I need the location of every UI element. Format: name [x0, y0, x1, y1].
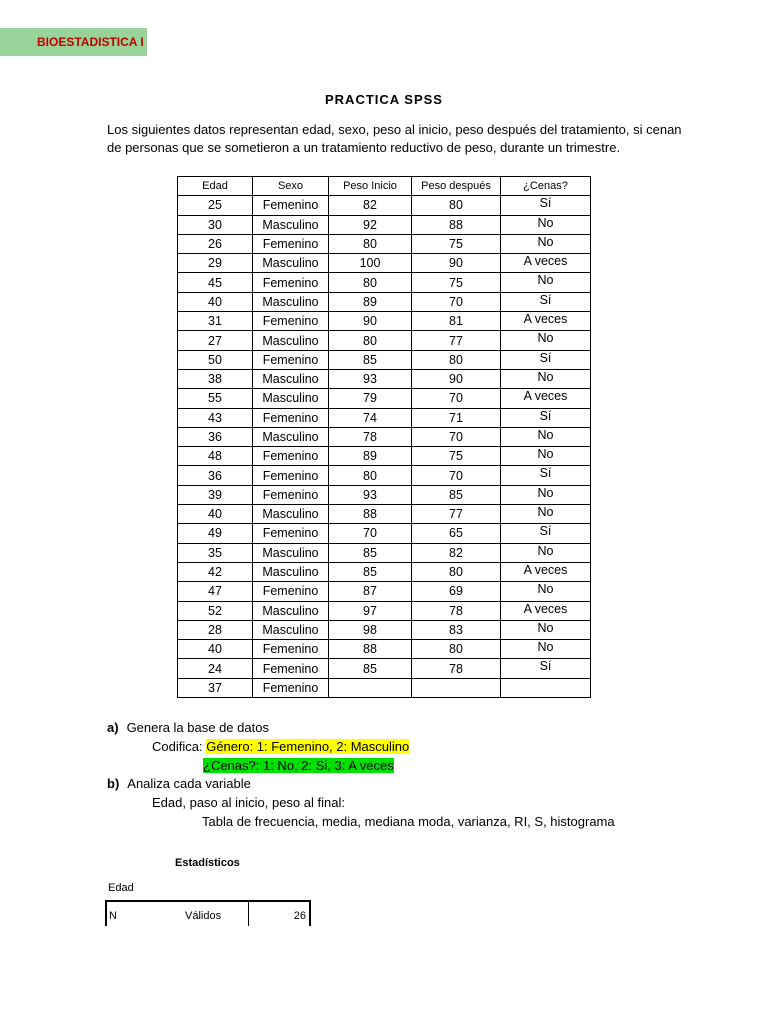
- cell-peso-inicio: 89: [329, 447, 412, 466]
- cell-cenas: No: [501, 447, 591, 466]
- cell-peso-inicio: 78: [329, 427, 412, 446]
- cell-peso-inicio: 82: [329, 196, 412, 215]
- table-row: [178, 582, 591, 601]
- stats-table: [105, 900, 311, 926]
- cell-sexo: Masculino: [253, 543, 329, 562]
- table-row: [178, 601, 591, 620]
- table-row: [178, 659, 591, 678]
- cell-cenas: No: [501, 582, 591, 601]
- table-row: [178, 196, 591, 215]
- cell-sexo: Masculino: [253, 292, 329, 311]
- cell-peso-despues: 71: [412, 408, 501, 427]
- table-row: [178, 350, 591, 369]
- table-row: [178, 273, 591, 292]
- stats-variable: Edad: [108, 882, 134, 894]
- table-row: [178, 331, 591, 350]
- header-sexo: Sexo: [253, 177, 329, 196]
- cell-sexo: Masculino: [253, 331, 329, 350]
- cell-edad: 55: [178, 389, 253, 408]
- cell-cenas: No: [501, 620, 591, 639]
- stats-row-sublabel: Válidos: [185, 910, 222, 922]
- cell-edad: 26: [178, 234, 253, 253]
- cell-peso-despues: 80: [412, 196, 501, 215]
- cell-cenas: Sí: [501, 196, 591, 215]
- cell-peso-inicio: 80: [329, 466, 412, 485]
- table-row: [178, 466, 591, 485]
- table-row: [178, 234, 591, 253]
- question-b-text: Analiza cada variable: [127, 776, 251, 791]
- table-row: [178, 524, 591, 543]
- cell-sexo: Masculino: [253, 215, 329, 234]
- intro-line: de personas que se sometieron a un tratamiento reductivo de peso, durante un trimestre.: [107, 140, 621, 155]
- cell-cenas: Sí: [501, 292, 591, 311]
- cell-cenas: No: [501, 485, 591, 504]
- table-row: [178, 543, 591, 562]
- cell-peso-inicio: 93: [329, 369, 412, 388]
- cell-cenas: Sí: [501, 350, 591, 369]
- cell-peso-despues: 88: [412, 215, 501, 234]
- cell-edad: 29: [178, 254, 253, 273]
- cell-peso-despues: 78: [412, 601, 501, 620]
- cell-peso-despues: 80: [412, 562, 501, 581]
- cell-sexo: Femenino: [253, 485, 329, 504]
- cell-edad: 25: [178, 196, 253, 215]
- cell-sexo: Masculino: [253, 562, 329, 581]
- cell-sexo: Femenino: [253, 273, 329, 292]
- table-row: [178, 427, 591, 446]
- cell-edad: 50: [178, 350, 253, 369]
- cell-sexo: Femenino: [253, 659, 329, 678]
- cell-cenas: No: [501, 331, 591, 350]
- cell-peso-inicio: 98: [329, 620, 412, 639]
- intro-line: Los siguientes datos representan edad, sexo, peso al inicio, peso después del tratamiento, si cenan: [107, 122, 682, 137]
- cell-sexo: Masculino: [253, 427, 329, 446]
- cell-cenas: No: [501, 427, 591, 446]
- cell-edad: 52: [178, 601, 253, 620]
- cell-peso-despues: 69: [412, 582, 501, 601]
- cell-sexo: Masculino: [253, 369, 329, 388]
- cell-peso-inicio: 90: [329, 312, 412, 331]
- table-body: [178, 196, 591, 698]
- cell-peso-despues: 83: [412, 620, 501, 639]
- cell-peso-despues: 70: [412, 389, 501, 408]
- cell-sexo: Masculino: [253, 254, 329, 273]
- cell-sexo: Masculino: [253, 601, 329, 620]
- header-peso-inicio: Peso Inicio: [329, 177, 412, 196]
- cell-edad: 40: [178, 505, 253, 524]
- cell-edad: 36: [178, 466, 253, 485]
- cell-cenas: A veces: [501, 312, 591, 331]
- cell-edad: 43: [178, 408, 253, 427]
- cell-edad: 42: [178, 562, 253, 581]
- cell-sexo: Femenino: [253, 582, 329, 601]
- cell-peso-despues: 75: [412, 447, 501, 466]
- codifica-line: [152, 738, 409, 756]
- cell-cenas: No: [501, 505, 591, 524]
- question-a-text: Genera la base de datos: [126, 720, 269, 735]
- cell-sexo: Masculino: [253, 620, 329, 639]
- cell-peso-inicio: 97: [329, 601, 412, 620]
- table-row: [178, 312, 591, 331]
- cell-peso-inicio: 100: [329, 254, 412, 273]
- cell-cenas: Sí: [501, 466, 591, 485]
- cell-cenas: A veces: [501, 254, 591, 273]
- cell-peso-despues: 82: [412, 543, 501, 562]
- cell-sexo: Femenino: [253, 350, 329, 369]
- question-b-label: b): [107, 776, 120, 791]
- cell-edad: 47: [178, 582, 253, 601]
- cell-sexo: Femenino: [253, 312, 329, 331]
- cell-edad: 37: [178, 678, 253, 697]
- cell-peso-despues: 65: [412, 524, 501, 543]
- cell-sexo: Femenino: [253, 408, 329, 427]
- cell-peso-despues: 78: [412, 659, 501, 678]
- cell-peso-despues: 85: [412, 485, 501, 504]
- question-b-subline-2: Tabla de frecuencia, media, mediana moda, varianza, RI, S, histograma: [202, 814, 615, 829]
- cell-peso-inicio: 80: [329, 234, 412, 253]
- table-row: [178, 389, 591, 408]
- cell-peso-inicio: 92: [329, 215, 412, 234]
- cell-edad: 45: [178, 273, 253, 292]
- cell-cenas: No: [501, 273, 591, 292]
- cell-peso-despues: 75: [412, 273, 501, 292]
- cell-peso-inicio: 80: [329, 331, 412, 350]
- cell-peso-despues: 77: [412, 505, 501, 524]
- cell-cenas: A veces: [501, 562, 591, 581]
- cell-peso-inicio: 85: [329, 659, 412, 678]
- intro-paragraph: [107, 121, 707, 157]
- cell-cenas: Sí: [501, 659, 591, 678]
- cell-edad: 30: [178, 215, 253, 234]
- cell-edad: 49: [178, 524, 253, 543]
- cell-cenas: Sí: [501, 524, 591, 543]
- cell-peso-despues: 80: [412, 640, 501, 659]
- cell-cenas: No: [501, 369, 591, 388]
- cell-edad: 27: [178, 331, 253, 350]
- cell-peso-inicio: 79: [329, 389, 412, 408]
- header-edad: Edad: [178, 177, 253, 196]
- table-row: [178, 254, 591, 273]
- cell-sexo: Femenino: [253, 678, 329, 697]
- cell-peso-inicio: 85: [329, 350, 412, 369]
- cell-peso-despues: 90: [412, 369, 501, 388]
- stats-row-label: N: [109, 910, 117, 922]
- question-b: [107, 775, 251, 793]
- table-row: [178, 292, 591, 311]
- cell-cenas: No: [501, 215, 591, 234]
- course-badge: BIOESTADISTICA I: [0, 28, 147, 56]
- header-cenas: ¿Cenas?: [501, 177, 591, 196]
- stats-divider: [248, 902, 249, 926]
- cell-peso-inicio: 87: [329, 582, 412, 601]
- cell-sexo: Femenino: [253, 524, 329, 543]
- cell-edad: 38: [178, 369, 253, 388]
- cell-edad: 35: [178, 543, 253, 562]
- question-b-subline: Edad, paso al inicio, peso al final:: [152, 795, 345, 810]
- cell-peso-inicio: 88: [329, 505, 412, 524]
- cell-sexo: Masculino: [253, 389, 329, 408]
- cell-peso-despues: 70: [412, 427, 501, 446]
- cell-cenas: A veces: [501, 389, 591, 408]
- cell-peso-inicio: 80: [329, 273, 412, 292]
- table-row: [178, 369, 591, 388]
- cell-peso-despues: 81: [412, 312, 501, 331]
- cell-edad: 48: [178, 447, 253, 466]
- cell-peso-inicio: 93: [329, 485, 412, 504]
- header-peso-despues: Peso después: [412, 177, 501, 196]
- cell-edad: 40: [178, 640, 253, 659]
- cell-cenas: A veces: [501, 601, 591, 620]
- cell-cenas: No: [501, 640, 591, 659]
- stats-title: Estadísticos: [175, 857, 240, 869]
- cell-edad: 39: [178, 485, 253, 504]
- cell-cenas: Sí: [501, 408, 591, 427]
- cell-peso-despues: 70: [412, 292, 501, 311]
- cell-peso-inicio: 88: [329, 640, 412, 659]
- cell-cenas: No: [501, 543, 591, 562]
- table-row: [178, 678, 591, 697]
- cell-peso-despues: 70: [412, 466, 501, 485]
- cell-cenas: No: [501, 234, 591, 253]
- page-title: PRACTICA SPSS: [325, 92, 443, 107]
- table-row: [178, 485, 591, 504]
- cell-sexo: Femenino: [253, 466, 329, 485]
- cell-peso-despues: 90: [412, 254, 501, 273]
- table-row: [178, 620, 591, 639]
- cell-sexo: Femenino: [253, 234, 329, 253]
- cell-peso-inicio: 74: [329, 408, 412, 427]
- cell-peso-despues: 75: [412, 234, 501, 253]
- cell-peso-despues: 80: [412, 350, 501, 369]
- codifica-label: Codifica:: [152, 739, 203, 754]
- cell-peso-despues: 77: [412, 331, 501, 350]
- genero-coding: Género: 1: Femenino, 2: Masculino: [206, 739, 410, 754]
- stats-row-value: 26: [293, 910, 306, 922]
- cell-peso-inicio: 85: [329, 543, 412, 562]
- cenas-line: [203, 757, 394, 775]
- cell-edad: 40: [178, 292, 253, 311]
- cell-edad: 24: [178, 659, 253, 678]
- cenas-coding: ¿Cenas?: 1: No, 2: Si, 3: A veces: [203, 758, 394, 773]
- cell-peso-inicio: 89: [329, 292, 412, 311]
- cell-sexo: Femenino: [253, 447, 329, 466]
- cell-edad: 28: [178, 620, 253, 639]
- table-header-row: [178, 177, 591, 196]
- table-row: [178, 408, 591, 427]
- cell-peso-inicio: 85: [329, 562, 412, 581]
- question-a: [107, 719, 269, 737]
- data-table: [177, 176, 591, 698]
- question-a-label: a): [107, 720, 119, 735]
- table-row: [178, 505, 591, 524]
- cell-cenas: [501, 678, 591, 697]
- cell-sexo: Femenino: [253, 196, 329, 215]
- table-row: [178, 640, 591, 659]
- cell-edad: 36: [178, 427, 253, 446]
- table-row: [178, 215, 591, 234]
- cell-sexo: Masculino: [253, 505, 329, 524]
- table-row: [178, 447, 591, 466]
- cell-edad: 31: [178, 312, 253, 331]
- table-row: [178, 562, 591, 581]
- cell-peso-despues: [412, 678, 501, 697]
- cell-peso-inicio: 70: [329, 524, 412, 543]
- cell-peso-inicio: [329, 678, 412, 697]
- cell-sexo: Femenino: [253, 640, 329, 659]
